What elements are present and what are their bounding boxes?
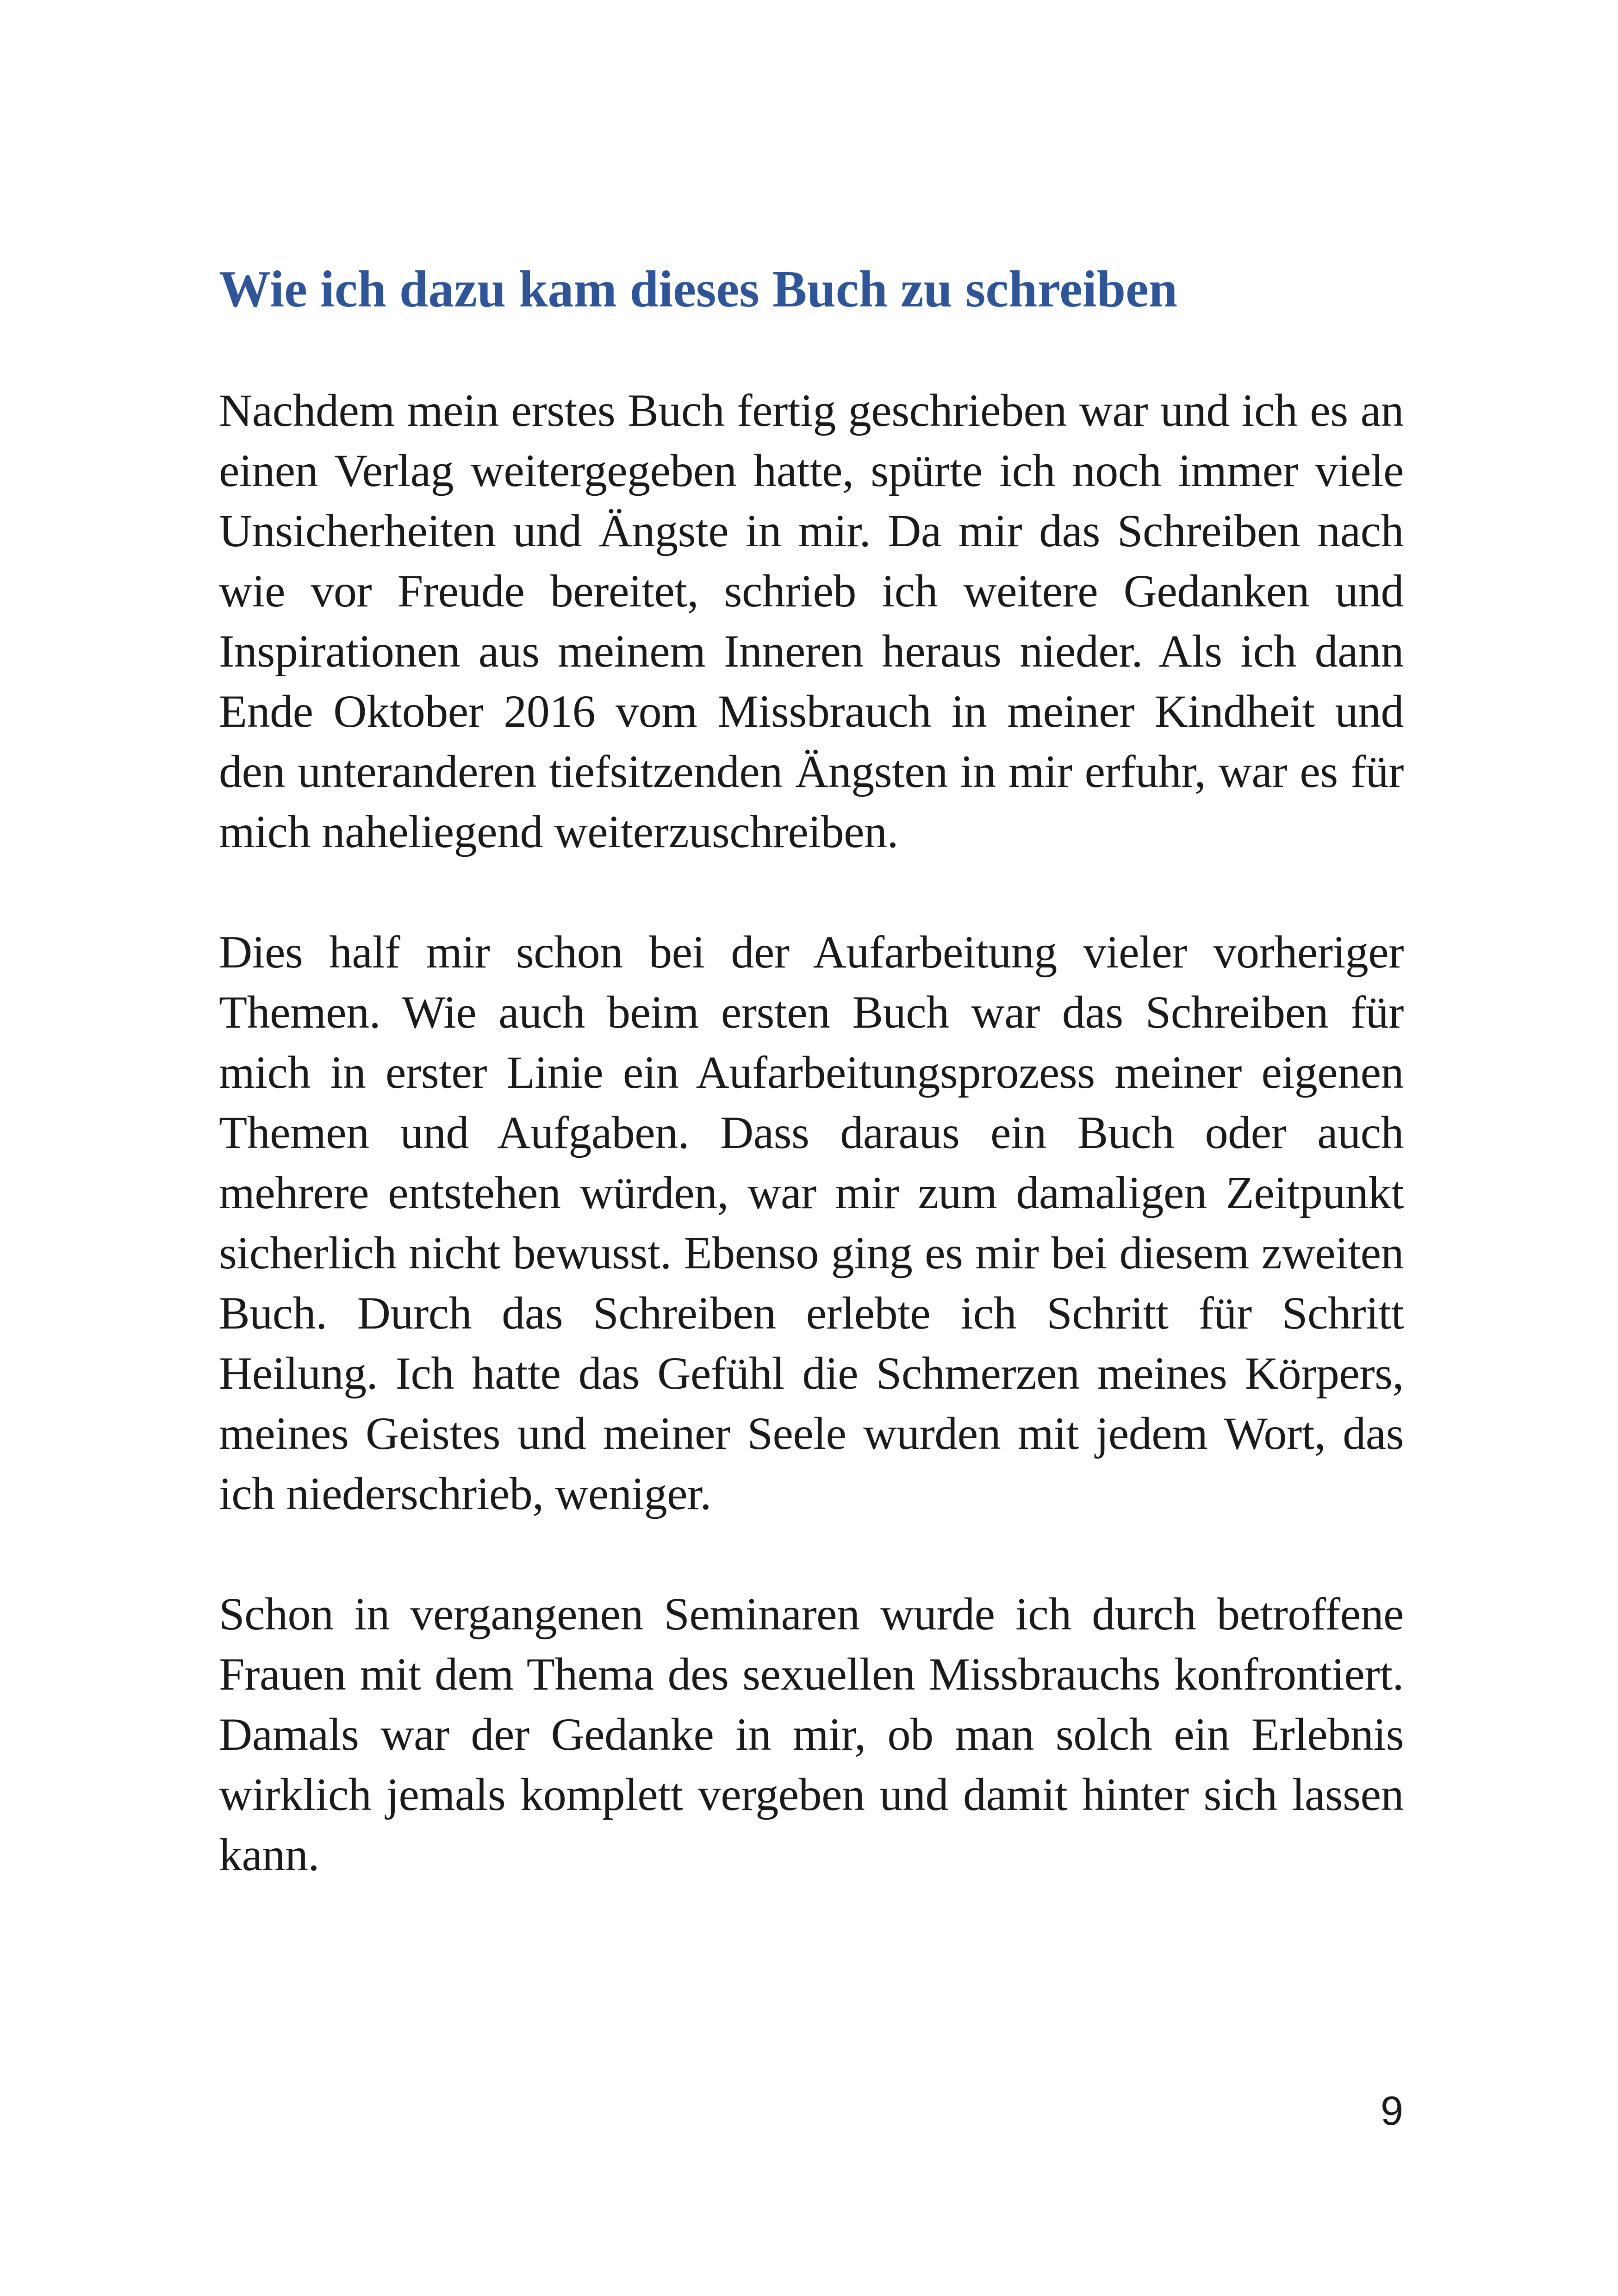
body-paragraph-1: Nachdem mein erstes Buch fertig geschrieben war und ich es an einen Verlag weitergegeben hatte, spürte ich noch immer viele Unsicherheiten und Ängste in mir. Da mir das Schreiben nach wie vor Freude bereitet, schrieb ich weitere Gedanken und Inspirationen aus meinem Inneren heraus nieder. Als ich dann Ende Oktober 2016 vom Missbrauch in meiner Kindheit und den unteranderen tiefsitzenden Ängsten in mir erfuhr, war es für mich naheliegend weiterzuschreiben. <box>219 385 1404 857</box>
chapter-heading: Wie ich dazu kam dieses Buch zu schreiben <box>219 261 1178 318</box>
body-paragraph-3: Schon in vergangenen Seminaren wurde ich durch betroffene Frauen mit dem Thema des sexuellen Missbrauchs konfrontiert. Damals war der Gedanke in mir, ob man solch ein Erlebnis wirklich jemals komplett vergeben und damit hinter sich lassen kann. <box>219 1588 1404 1880</box>
page-number: 9 <box>1381 2088 1403 2134</box>
body-paragraph-2: Dies half mir schon bei der Aufarbeitung vieler vorheriger Themen. Wie auch beim ersten Buch war das Schreiben für mich in erster Linie ein Aufarbeitungsprozess meiner eigenen Themen und Aufgaben. Dass daraus ein Buch oder auch mehrere entstehen würden, war mir zum damaligen Zeitpunkt sicherlich nicht bewusst. Ebenso ging es mir bei diesem zweiten Buch. Durch das Schreiben erlebte ich Schritt für Schritt Heilung. Ich hatte das Gefühl die Schmerzen meines Körpers, meines Geistes und meiner Seele wurden mit jedem Wort, das ich niederschrieb, weniger. <box>219 926 1404 1519</box>
